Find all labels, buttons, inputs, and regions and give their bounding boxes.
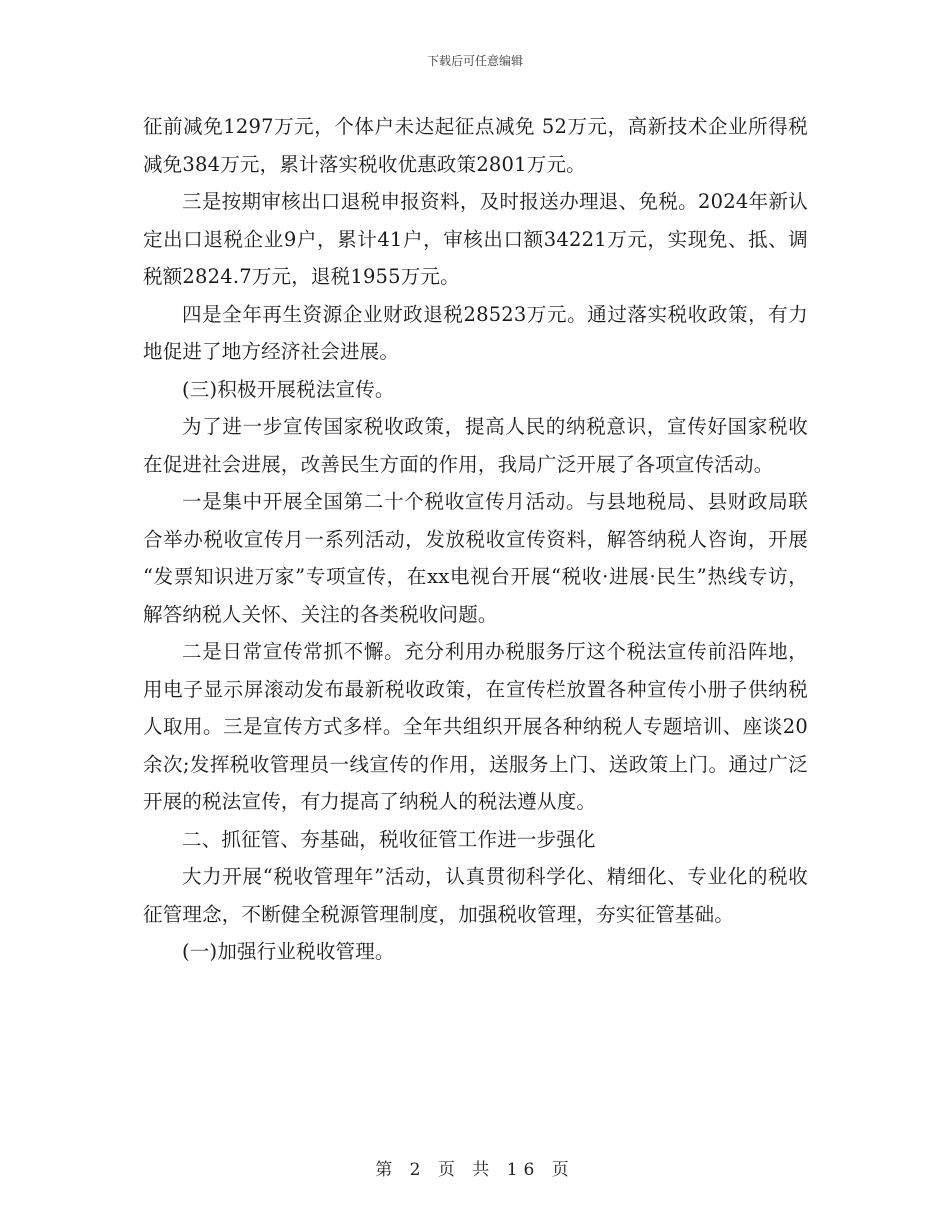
section-heading-3: (三)积极开展税法宣传。 [182,377,395,401]
section-heading-2: 二、抓征管、夯基础，税收征管工作进一步强化 [182,827,596,851]
paragraph-continued: 征前减免1297万元，个体户未达起征点减免 52万元，高新技术企业所得税减免384万元，累计落实税收优惠政策2801万元。 [143,115,808,176]
page-header: 下载后可任意编辑 [426,54,523,68]
page-footer: 第 2 页 共 16 页 [375,1160,575,1180]
document-body [143,108,808,971]
section-heading-1: (一)加强行业税收管理。 [182,940,395,963]
paragraph-publicity-intro: 为了进一步宣传国家税收政策，提高人民的纳税意识，宣传好国家税收在促进社会进展，改善民生方面的作用，我局广泛开展了各项宣传活动。 [143,415,808,476]
paragraph-export-rebate: 三是按期审核出口退税申报资料，及时报送办理退、免税。2024年新认定出口退税企业9户，累计41户，审核出口额34221万元，实现免、抵、调税额2824.7万元，退税1955万元。 [143,190,808,288]
paragraph-renewable: 四是全年再生资源企业财政退税28523万元。通过落实税收政策，有力地促进了地方经济社会进展。 [143,302,808,363]
paragraph-publicity-month: 一是集中开展全国第二十个税收宣传月活动。与县地税局、县财政局联合举办税收宣传月一系列活动，发放税收宣传资料，解答纳税人咨询，开展 “发票知识进万家”专项宣传，在xx电视台开展“税收·进展·民生”热线专访，解答纳税人关怀、关注的各类税收问题。 [143,490,808,626]
paragraph-management-year: 大力开展“税收管理年”活动，认真贯彻科学化、精细化、专业化的税收征管理念，不断健全税源管理制度，加强税收管理，夯实征管基础。 [143,865,808,926]
paragraph-daily-publicity: 二是日常宣传常抓不懈。充分利用办税服务厅这个税法宣传前沿阵地，用电子显示屏滚动发布最新税收政策，在宣传栏放置各种宣传小册子供纳税人取用。三是宣传方式多样。全年共组织开展各种纳税人专题培训、座谈20余次;发挥税收管理员一线宣传的作用，送服务上门、送政策上门。通过广泛开展的税法宣传，有力提高了纳税人的税法遵从度。 [143,640,808,813]
